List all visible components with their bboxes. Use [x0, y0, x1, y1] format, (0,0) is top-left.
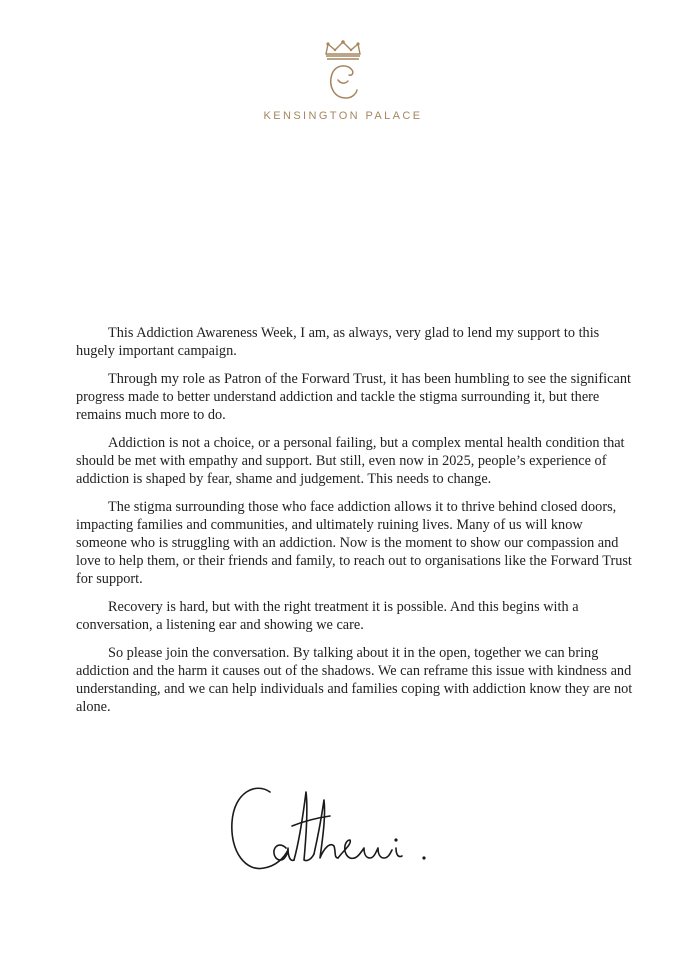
handwritten-signature — [226, 778, 446, 882]
paragraph-4: The stigma surrounding those who face addiction allows it to thrive behind closed doors, impacting families and communities, and ultimately ruining lives. Many of us will know someone who is struggling with an addiction. Now is the moment to show our compassion and love to help them, or their friends and family, to reach out to organisations like the Forward Trust for support. — [76, 499, 632, 587]
letterhead-title: KENSINGTON PALACE — [263, 110, 423, 122]
paragraph-1: This Addiction Awareness Week, I am, as always, very glad to lend my support to this hugely important campaign. — [76, 325, 600, 359]
letter-body — [76, 324, 636, 726]
crown-cypher-icon — [318, 40, 368, 104]
paragraph-3: Addiction is not a choice, or a personal failing, but a complex mental health condition that should be met with empathy and support. But still, even now in 2025, people’s experience of addiction is shaped by fear, shame and judgement. This needs to change. — [76, 435, 625, 487]
paragraph-6: So please join the conversation. By talking about it in the open, together we can bring addiction and the harm it causes out of the shadows. We can reframe this issue with kindness and understanding, and we can help individuals and families coping with addiction know they are not alone. — [76, 645, 633, 715]
paragraph-2: Through my role as Patron of the Forward Trust, it has been humbling to see the significant progress made to better understand addiction and tackle the stigma surrounding it, but there remains much more to do. — [76, 371, 631, 423]
paragraph-5: Recovery is hard, but with the right treatment it is possible. And this begins with a conversation, a listening ear and showing we care. — [76, 599, 579, 633]
